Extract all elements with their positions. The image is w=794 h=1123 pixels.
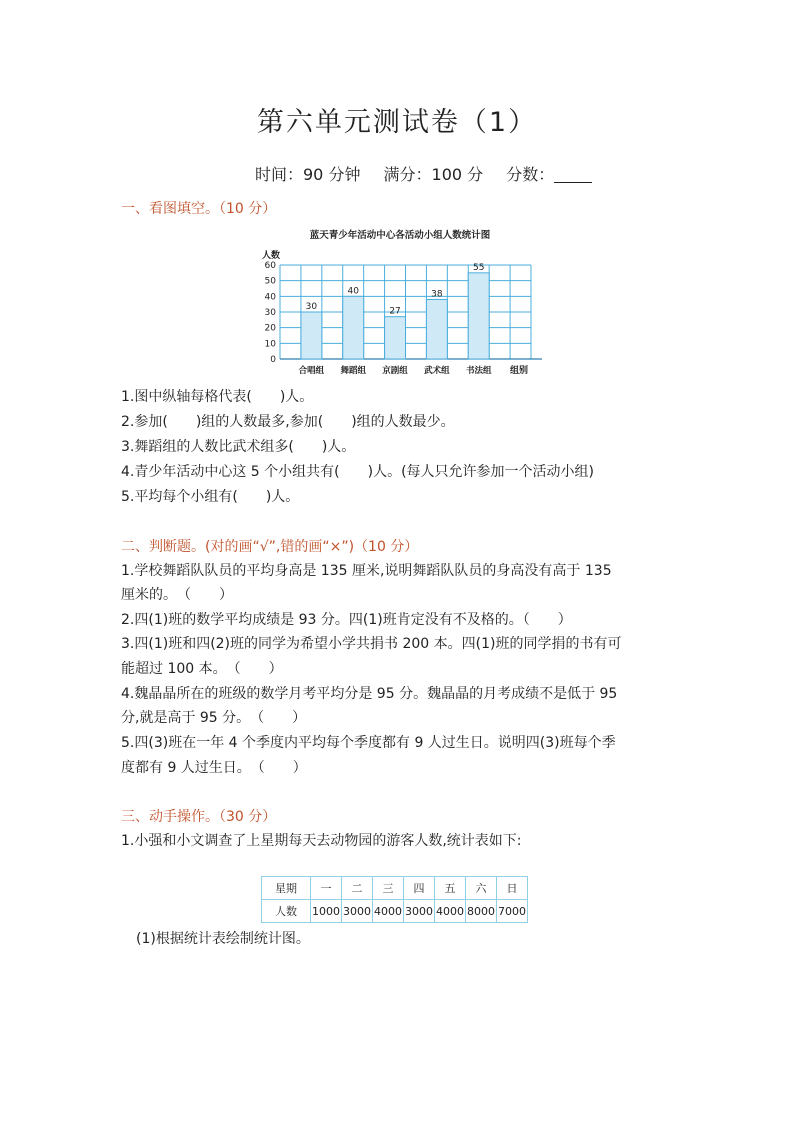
section1-heading: 一、看图填空。（10 分） xyxy=(121,201,277,217)
question-3: 3.舞蹈组的人数比武术组多( )人。 xyxy=(121,439,356,455)
page-title: 第六单元测试卷（1） xyxy=(256,107,538,138)
bar-舞蹈组 xyxy=(343,296,364,359)
table-cell: 四 xyxy=(404,877,435,900)
data-label: 55 xyxy=(472,262,485,273)
question-2: 2.参加( )组的人数最多,参加( )组的人数最少。 xyxy=(121,414,455,430)
exam-meta xyxy=(255,162,628,185)
section3-heading: 三、动手操作。（30 分） xyxy=(121,809,277,825)
bar-合唱组 xyxy=(301,312,322,359)
table-header-cell: 星期 xyxy=(262,877,311,900)
chart-ylabel: 人数 xyxy=(262,251,281,261)
table-row xyxy=(262,900,528,923)
judge-line-4: 3.四(1)班和四(2)班的同学为希望小学共捐书 200 本。四(1)班的同学捐的书有可 xyxy=(121,636,622,652)
judge-line-3: 2.四(1)班的数学平均成绩是 93 分。四(1)班肯定没有不及格的。（ ） xyxy=(121,612,572,628)
table-cell: 三 xyxy=(373,877,404,900)
judge-line-8: 5.四(3)班在一年 4 个季度内平均每个季度都有 9 人过生日。说明四(3)班每个季 xyxy=(121,735,616,751)
chart-title: 蓝天青少年活动中心各活动小组人数统计图 xyxy=(309,230,491,241)
table-cell: 3000 xyxy=(404,900,435,923)
table-header-cell: 人数 xyxy=(262,900,311,923)
data-label: 30 xyxy=(305,302,318,312)
y-tick-label: 20 xyxy=(264,323,276,334)
question-4: 4.青少年活动中心这 5 个小组共有( )人。(每人只允许参加一个活动小组) xyxy=(121,464,595,480)
table-cell: 五 xyxy=(435,877,466,900)
y-tick-label: 10 xyxy=(264,339,276,350)
y-tick-label: 30 xyxy=(264,308,276,318)
operation-question-1: 1.小强和小文调查了上星期每天去动物园的游客人数,统计表如下: xyxy=(121,833,522,849)
table-cell: 4000 xyxy=(373,900,404,923)
x-tick-label: 京剧组 xyxy=(382,366,408,376)
chart-x-ticks xyxy=(299,365,492,376)
table-cell: 一 xyxy=(311,877,342,900)
table-cell: 二 xyxy=(342,877,373,900)
y-tick-label: 0 xyxy=(270,355,276,365)
bar-京剧组 xyxy=(385,317,406,359)
judge-line-6: 4.魏晶晶所在的班级的数学月考平均分是 95 分。魏晶晶的月考成绩不是低于 95 xyxy=(121,686,618,702)
x-tick-label: 合唱组 xyxy=(298,366,325,376)
judge-line-9: 度都有 9 人过生日。 （ ） xyxy=(121,760,307,776)
section2-heading: 二、判断题。(对的画“√”,错的画“×”)（10 分） xyxy=(121,539,419,555)
bar-chart xyxy=(260,226,550,378)
judge-line-1: 1.学校舞蹈队队员的平均身高是 135 厘米,说明舞蹈队队员的身高没有高于 135 xyxy=(121,563,612,579)
judge-line-2: 厘米的。 （ ） xyxy=(121,587,233,603)
chart-xlabel: 组别 xyxy=(510,366,529,376)
table-cell: 日 xyxy=(497,877,528,900)
bar-书法组 xyxy=(468,273,489,359)
x-tick-label: 书法组 xyxy=(465,366,492,376)
table-cell: 4000 xyxy=(435,900,466,923)
table-cell: 3000 xyxy=(342,900,373,923)
y-tick-label: 50 xyxy=(264,276,276,287)
table-row xyxy=(262,877,528,900)
bar-武术组 xyxy=(426,299,447,359)
chart-data-labels xyxy=(306,263,485,317)
x-tick-label: 舞蹈组 xyxy=(340,366,366,376)
table-cell: 8000 xyxy=(466,900,497,923)
table-cell: 7000 xyxy=(497,900,528,923)
visitor-stats-table xyxy=(261,876,528,923)
operation-subquestion-1: (1)根据统计表绘制统计图。 xyxy=(136,931,310,947)
data-label: 27 xyxy=(389,306,401,317)
score-blank[interactable] xyxy=(554,168,592,183)
score-label xyxy=(506,165,610,184)
x-tick-label: 武术组 xyxy=(424,366,450,376)
data-label: 38 xyxy=(431,289,443,300)
question-1: 1.图中纵轴每格代表( )人。 xyxy=(121,389,314,405)
question-5: 5.平均每个小组有( )人。 xyxy=(121,489,300,505)
full-score-label: 满分：100 分 xyxy=(383,165,484,184)
table-cell: 六 xyxy=(466,877,497,900)
y-tick-label: 40 xyxy=(264,292,276,303)
judge-line-7: 分,就是高于 95 分。 （ ） xyxy=(121,710,307,726)
y-tick-label: 60 xyxy=(264,261,276,271)
chart-y-ticks xyxy=(265,261,277,365)
data-label: 40 xyxy=(347,286,359,297)
table-cell: 1000 xyxy=(311,900,342,923)
time-label: 时间：90 分钟 xyxy=(255,165,361,184)
score-label-text: 分数： xyxy=(506,165,555,184)
judge-line-5: 能超过 100 本。 （ ） xyxy=(121,661,283,677)
